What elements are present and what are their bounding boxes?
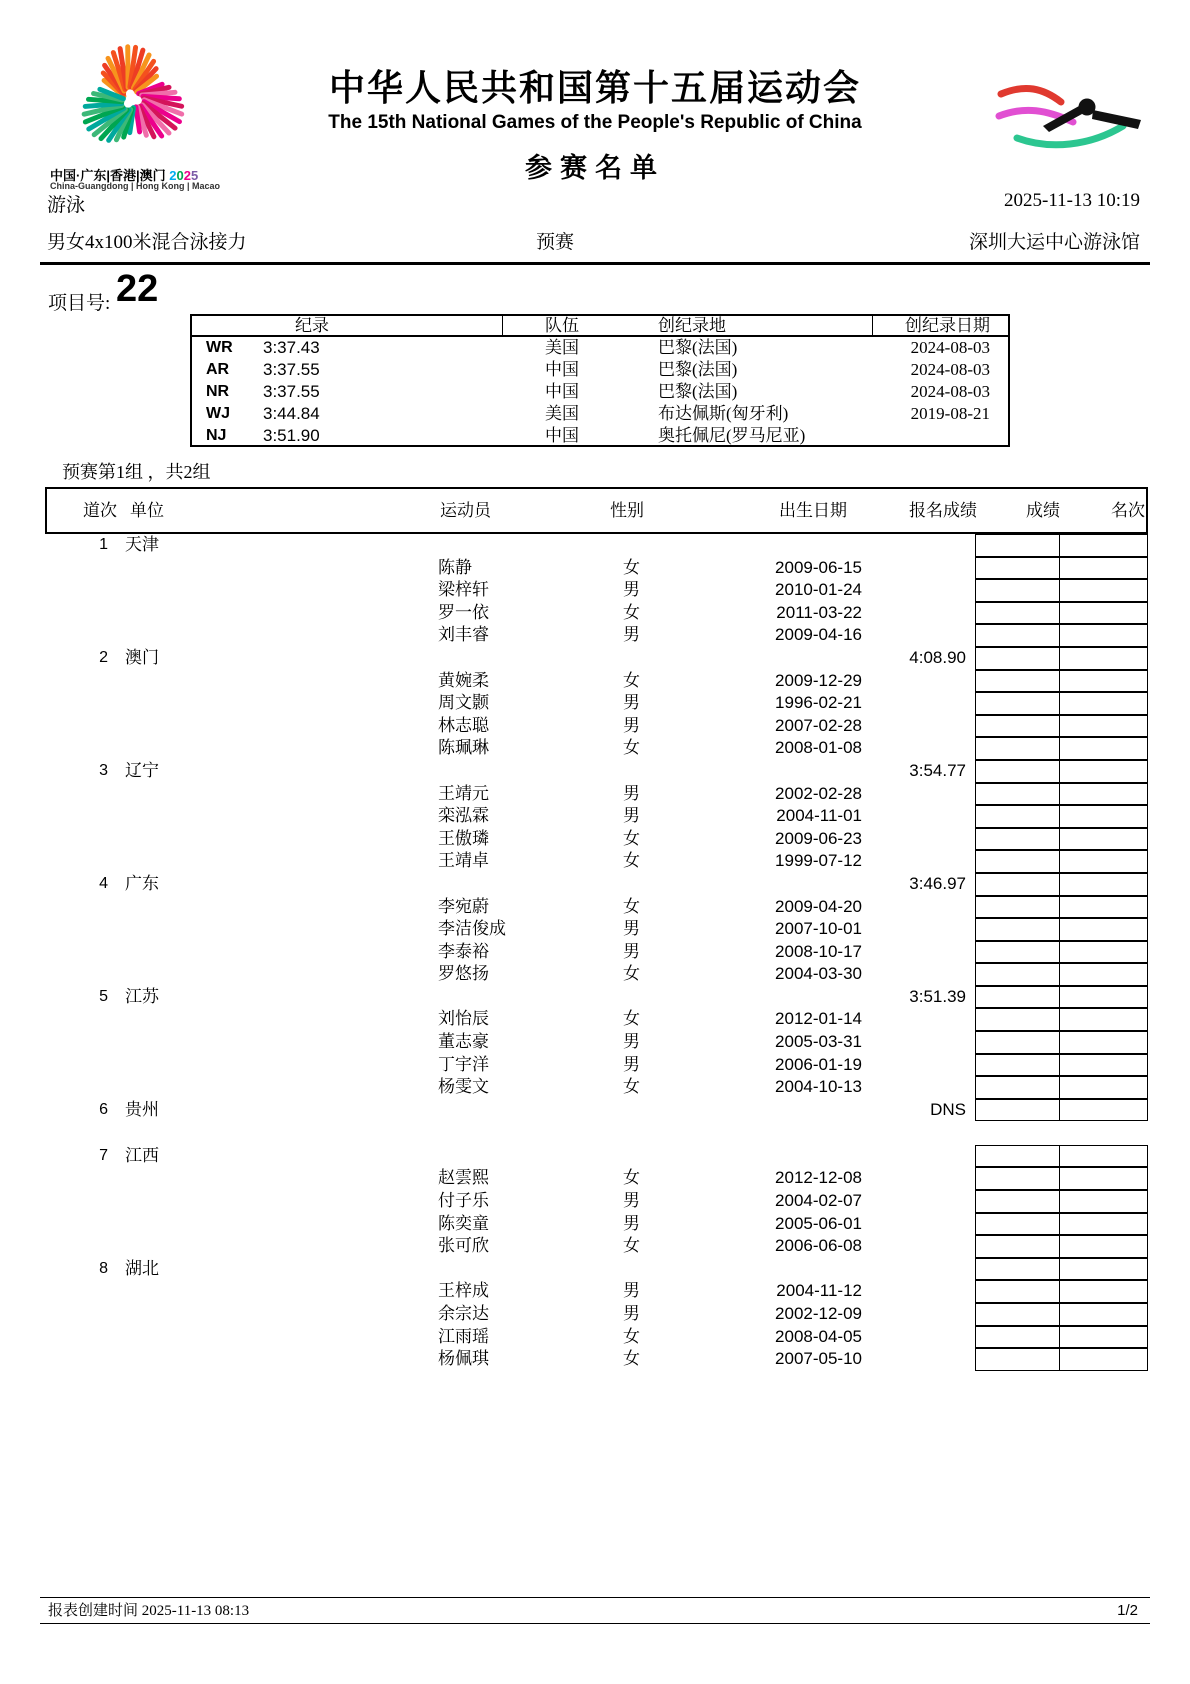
athlete-gender: 男: [623, 783, 640, 803]
lane-row: [45, 1258, 1148, 1281]
athlete-name: 周文颢: [438, 693, 489, 713]
record-team: 中国: [545, 360, 579, 379]
rank-box: [1059, 534, 1148, 557]
athlete-gender: 女: [623, 828, 640, 848]
rank-box: [1059, 647, 1148, 670]
team-name: 江西: [125, 1145, 159, 1165]
athlete-dob: 2008-01-08: [775, 738, 862, 758]
rank-box: [1059, 1213, 1148, 1236]
rank-box: [1059, 1235, 1148, 1258]
athlete-dob: 2009-06-23: [775, 828, 862, 848]
record-team: 美国: [545, 404, 579, 423]
lane-number: 6: [99, 1100, 108, 1118]
header-athlete: 运动员: [440, 501, 491, 520]
rank-box: [1059, 1076, 1148, 1099]
footer-divider-top: [40, 1597, 1150, 1598]
result-box: [975, 1145, 1060, 1168]
athlete-row: [45, 602, 1148, 625]
event-no-label: 项目号:: [48, 293, 111, 314]
athlete-gender: 男: [623, 1303, 640, 1323]
heat-label: 预赛第1组 ，共2组: [62, 462, 211, 482]
result-box: [975, 1326, 1060, 1349]
athlete-gender: 女: [623, 1236, 640, 1256]
lane-number: 2: [99, 648, 108, 666]
header-rank: 名次: [1111, 501, 1145, 520]
logo-year-digit: 0: [176, 168, 184, 183]
rank-box: [1059, 692, 1148, 715]
athlete-gender: 男: [623, 941, 640, 961]
athlete-gender: 男: [623, 625, 640, 645]
result-box: [975, 1031, 1060, 1054]
athlete-dob: 2012-01-14: [775, 1009, 862, 1029]
rank-box: [1059, 737, 1148, 760]
lane-row: [45, 986, 1148, 1009]
athlete-row: [45, 1076, 1148, 1099]
athlete-gender: 女: [623, 1168, 640, 1188]
athlete-dob: 1996-02-21: [775, 693, 862, 713]
athlete-gender: 男: [623, 1032, 640, 1052]
athlete-name: 林志聪: [438, 715, 489, 735]
result-box: [975, 1258, 1060, 1281]
athlete-row: [45, 805, 1148, 828]
empty-lane-spacer: [45, 1121, 1148, 1144]
athlete-name: 杨佩琪: [438, 1349, 489, 1369]
athlete-row: [45, 896, 1148, 919]
start-list-body: [45, 534, 1148, 1371]
team-name: 辽宁: [125, 760, 159, 780]
athlete-row: [45, 1235, 1148, 1258]
rank-box: [1059, 760, 1148, 783]
record-time: 3:51.90: [263, 426, 320, 445]
lane-number: 7: [99, 1146, 108, 1164]
team-name: 澳门: [125, 647, 159, 667]
athlete-name: 付子乐: [438, 1191, 489, 1211]
rank-box: [1059, 1303, 1148, 1326]
rank-box: [1059, 602, 1148, 625]
rank-box: [1059, 1099, 1148, 1122]
header-result: 成绩: [1026, 501, 1060, 520]
athlete-row: [45, 918, 1148, 941]
rank-box: [1059, 1167, 1148, 1190]
athlete-row: [45, 715, 1148, 738]
athlete-name: 张可欣: [438, 1236, 489, 1256]
athlete-name: 董志豪: [438, 1032, 489, 1052]
athlete-name: 杨雯文: [438, 1077, 489, 1097]
athlete-name: 栾泓霖: [438, 806, 489, 826]
result-box: [975, 1054, 1060, 1077]
team-name: 天津: [125, 535, 159, 554]
athlete-gender: 女: [623, 896, 640, 916]
event-no-value: 22: [116, 268, 159, 310]
athlete-name: 王靖卓: [438, 851, 489, 871]
header-divider: [40, 262, 1150, 265]
athlete-dob: 2009-06-15: [775, 557, 862, 577]
games-title-cn: 中华人民共和国第十五届运动会: [328, 67, 861, 108]
rank-box: [1059, 873, 1148, 896]
athlete-gender: 男: [623, 919, 640, 939]
rank-box: [1059, 1190, 1148, 1213]
athlete-dob: 2005-06-01: [775, 1213, 862, 1233]
athlete-dob: 2006-06-08: [775, 1236, 862, 1256]
rank-box: [1059, 670, 1148, 693]
athlete-gender: 女: [623, 557, 640, 577]
start-list-header-row: [45, 487, 1148, 534]
rank-box: [1059, 624, 1148, 647]
athlete-name: 陈奕童: [438, 1213, 489, 1233]
athlete-name: 罗一依: [438, 602, 489, 622]
header-lane: 道次: [83, 501, 117, 520]
venue-name: 深圳大运中心游泳馆: [968, 232, 1140, 253]
logo-year-digit: 2: [169, 168, 177, 183]
result-box: [975, 1167, 1060, 1190]
athlete-gender: 男: [623, 715, 640, 735]
athlete-gender: 女: [623, 670, 640, 690]
athlete-gender: 男: [623, 806, 640, 826]
lane-number: 3: [99, 761, 108, 779]
athlete-dob: 2007-02-28: [775, 715, 862, 735]
result-box: [975, 760, 1060, 783]
lane-number: 1: [99, 536, 108, 553]
athlete-gender: 女: [623, 1349, 640, 1369]
athlete-row: [45, 1167, 1148, 1190]
athlete-row: [45, 1190, 1148, 1213]
athlete-dob: 1999-07-12: [775, 851, 862, 871]
record-time: 3:44.84: [263, 404, 320, 423]
rank-box: [1059, 850, 1148, 873]
athlete-row: [45, 963, 1148, 986]
records-header-separator: [872, 316, 873, 335]
athlete-gender: 男: [623, 580, 640, 600]
result-box: [975, 828, 1060, 851]
rank-box: [1059, 941, 1148, 964]
athlete-row: [45, 624, 1148, 647]
athlete-dob: 2004-02-07: [775, 1191, 862, 1211]
entry-time: 3:54.77: [909, 760, 966, 780]
result-box: [975, 624, 1060, 647]
athlete-gender: 男: [623, 1281, 640, 1301]
record-time: 3:37.55: [263, 360, 320, 379]
records-header-team: 队伍: [545, 316, 579, 335]
result-box: [975, 692, 1060, 715]
entry-time: DNS: [930, 1099, 966, 1119]
athlete-dob: 2004-10-13: [775, 1077, 862, 1097]
athlete-name: 梁梓轩: [438, 580, 489, 600]
result-box: [975, 986, 1060, 1009]
result-box: [975, 1348, 1060, 1371]
result-box: [975, 873, 1060, 896]
team-name: 湖北: [125, 1258, 159, 1278]
entry-time: 4:08.90: [909, 647, 966, 667]
document-title: 参赛名单: [525, 153, 665, 183]
athlete-dob: 2009-04-16: [775, 625, 862, 645]
athlete-name: 黄婉柔: [438, 670, 489, 690]
record-row: [192, 381, 1008, 403]
lane-row: [45, 1099, 1148, 1122]
header-dob: 出生日期: [779, 501, 847, 520]
rank-box: [1059, 715, 1148, 738]
record-team: 中国: [545, 426, 579, 445]
athlete-dob: 2007-10-01: [775, 919, 862, 939]
result-box: [975, 737, 1060, 760]
athlete-name: 江雨瑶: [438, 1326, 489, 1346]
records-table: [190, 314, 1010, 447]
games-title-en: The 15th National Games of the People's Republic of China: [328, 112, 862, 133]
record-place: 布达佩斯(匈牙利): [658, 404, 789, 423]
athlete-name: 王梓成: [438, 1281, 489, 1301]
result-box: [975, 670, 1060, 693]
lane-row: [45, 760, 1148, 783]
athlete-row: [45, 850, 1148, 873]
athlete-dob: 2012-12-08: [775, 1168, 862, 1188]
result-box: [975, 557, 1060, 580]
athlete-gender: 女: [623, 964, 640, 984]
team-name: 贵州: [125, 1099, 159, 1119]
rank-box: [1059, 1145, 1148, 1168]
records-header-place: 创纪录地: [658, 316, 726, 335]
record-place: 巴黎(法国): [658, 360, 738, 379]
records-header-separator: [502, 316, 503, 335]
record-place: 巴黎(法国): [658, 382, 738, 401]
athlete-name: 罗悠扬: [438, 964, 489, 984]
athlete-row: [45, 783, 1148, 806]
athlete-row: [45, 1303, 1148, 1326]
athlete-name: 陈静: [438, 557, 472, 577]
header-unit: 单位: [130, 501, 164, 520]
athlete-row: [45, 1280, 1148, 1303]
athlete-gender: 男: [623, 1213, 640, 1233]
rank-box: [1059, 986, 1148, 1009]
record-row: [192, 359, 1008, 381]
result-box: [975, 941, 1060, 964]
header-gender: 性别: [610, 501, 644, 520]
athlete-row: [45, 1348, 1148, 1371]
record-team: 中国: [545, 382, 579, 401]
athlete-row: [45, 1031, 1148, 1054]
rank-box: [1059, 896, 1148, 919]
athlete-row: [45, 579, 1148, 602]
result-box: [975, 783, 1060, 806]
header-entry: 报名成绩: [909, 501, 977, 520]
record-date: 2024-08-03: [910, 382, 990, 401]
record-date: 2024-08-03: [910, 360, 990, 379]
record-row: [192, 337, 1008, 359]
records-header-date: 创纪录日期: [905, 316, 990, 335]
athlete-gender: 女: [623, 1009, 640, 1029]
athlete-gender: 男: [623, 1054, 640, 1074]
record-code: WJ: [206, 405, 230, 422]
result-box: [975, 1190, 1060, 1213]
record-date: 2024-08-03: [910, 338, 990, 357]
result-box: [975, 579, 1060, 602]
footer-divider-bottom: [40, 1623, 1150, 1624]
record-row: [192, 403, 1008, 425]
record-place: 巴黎(法国): [658, 338, 738, 357]
athlete-name: 赵雲熙: [438, 1168, 489, 1188]
athlete-dob: 2007-05-10: [775, 1349, 862, 1369]
athlete-dob: 2008-10-17: [775, 941, 862, 961]
result-box: [975, 534, 1060, 557]
result-box: [975, 1235, 1060, 1258]
rank-box: [1059, 1054, 1148, 1077]
athlete-row: [45, 1054, 1148, 1077]
logo-year-digit: 2: [183, 168, 191, 183]
record-code: NJ: [206, 427, 227, 444]
record-code: WR: [206, 339, 233, 356]
lane-number: 4: [99, 874, 108, 892]
rank-box: [1059, 1348, 1148, 1371]
athlete-name: 王傲璘: [438, 828, 489, 848]
result-box: [975, 1280, 1060, 1303]
report-datetime: 2025-11-13 10:19: [1004, 190, 1140, 211]
rank-box: [1059, 1008, 1148, 1031]
athlete-gender: 男: [623, 693, 640, 713]
athlete-name: 李泰裕: [438, 941, 489, 961]
rank-box: [1059, 579, 1148, 602]
athlete-gender: 女: [623, 602, 640, 622]
record-place: 奥托佩尼(罗马尼亚): [658, 426, 806, 445]
rank-box: [1059, 783, 1148, 806]
rank-box: [1059, 1031, 1148, 1054]
athlete-row: [45, 737, 1148, 760]
athlete-row: [45, 1213, 1148, 1236]
athlete-dob: 2009-12-29: [775, 670, 862, 690]
athlete-name: 陈珮琳: [438, 738, 489, 758]
athlete-name: 李宛蔚: [438, 896, 489, 916]
athlete-row: [45, 692, 1148, 715]
result-box: [975, 963, 1060, 986]
rank-box: [1059, 1326, 1148, 1349]
athlete-name: 丁宇洋: [438, 1054, 489, 1074]
result-box: [975, 850, 1060, 873]
result-box: [975, 918, 1060, 941]
lane-number: 5: [99, 987, 108, 1005]
athlete-gender: 女: [623, 1326, 640, 1346]
rank-box: [1059, 828, 1148, 851]
entry-time: 3:51.39: [909, 986, 966, 1006]
lane-number: 8: [99, 1259, 108, 1277]
team-name: 广东: [125, 873, 159, 893]
record-date: 2019-08-21: [910, 404, 990, 423]
round-label: 预赛: [535, 232, 574, 253]
lane-row: [45, 647, 1148, 670]
footer-created: 报表创建时间 2025-11-13 08:13: [48, 1603, 250, 1619]
athlete-name: 刘怡辰: [438, 1009, 489, 1029]
athlete-dob: 2005-03-31: [775, 1032, 862, 1052]
result-box: [975, 1008, 1060, 1031]
record-code: AR: [206, 361, 230, 378]
rank-box: [1059, 963, 1148, 986]
athlete-name: 王靖元: [438, 783, 489, 803]
rank-box: [1059, 918, 1148, 941]
athlete-name: 余宗达: [438, 1303, 489, 1323]
rank-box: [1059, 557, 1148, 580]
athlete-name: 刘丰睿: [438, 625, 489, 645]
sport-label: 游泳: [47, 195, 86, 216]
athlete-gender: 女: [623, 851, 640, 871]
athlete-dob: 2011-03-22: [776, 602, 862, 622]
athlete-row: [45, 557, 1148, 580]
athlete-gender: 女: [623, 738, 640, 758]
athlete-row: [45, 1008, 1148, 1031]
record-time: 3:37.55: [263, 382, 320, 401]
result-box: [975, 1213, 1060, 1236]
record-code: NR: [206, 383, 230, 400]
athlete-dob: 2004-03-30: [775, 964, 862, 984]
athlete-row: [45, 828, 1148, 851]
athlete-gender: 女: [623, 1077, 640, 1097]
athlete-dob: 2002-02-28: [775, 783, 862, 803]
athlete-dob: 2006-01-19: [775, 1054, 862, 1074]
rank-box: [1059, 1280, 1148, 1303]
athlete-dob: 2004-11-12: [776, 1281, 862, 1301]
athlete-row: [45, 941, 1148, 964]
event-name: 男女4x100米混合泳接力: [47, 232, 247, 253]
swimming-pictogram-icon: [995, 80, 1145, 150]
footer-page-number: 1/2: [1117, 1602, 1138, 1619]
rank-box: [1059, 1258, 1148, 1281]
record-time: 3:37.43: [263, 338, 320, 357]
record-team: 美国: [545, 338, 579, 357]
logo-year-digit: 5: [190, 168, 199, 183]
athlete-row: [45, 1326, 1148, 1349]
result-box: [975, 647, 1060, 670]
records-header-row: [192, 316, 1008, 337]
logo-tagline-cn: 中国·广东|香港|澳门: [50, 168, 166, 183]
rank-box: [1059, 805, 1148, 828]
logo-tagline-en: China-Guangdong | Hong Kong | Macao: [50, 181, 221, 191]
athlete-dob: 2008-04-05: [775, 1326, 862, 1346]
athlete-name: 李洁俊成: [438, 919, 506, 939]
entry-time: 3:46.97: [909, 873, 966, 893]
athlete-dob: 2009-04-20: [775, 896, 862, 916]
athlete-row: [45, 670, 1148, 693]
result-box: [975, 1303, 1060, 1326]
result-box: [975, 1076, 1060, 1099]
result-box: [975, 805, 1060, 828]
lane-row: [45, 1145, 1148, 1168]
record-row: [192, 425, 1008, 447]
athlete-gender: 男: [623, 1191, 640, 1211]
result-box: [975, 715, 1060, 738]
athlete-dob: 2004-11-01: [776, 806, 862, 826]
result-box: [975, 896, 1060, 919]
athlete-dob: 2002-12-09: [775, 1303, 862, 1323]
result-box: [975, 602, 1060, 625]
result-box: [975, 1099, 1060, 1122]
records-header-record: 纪录: [295, 316, 329, 335]
lane-row: [45, 534, 1148, 557]
team-name: 江苏: [125, 986, 159, 1006]
athlete-dob: 2010-01-24: [775, 580, 862, 600]
lane-row: [45, 873, 1148, 896]
